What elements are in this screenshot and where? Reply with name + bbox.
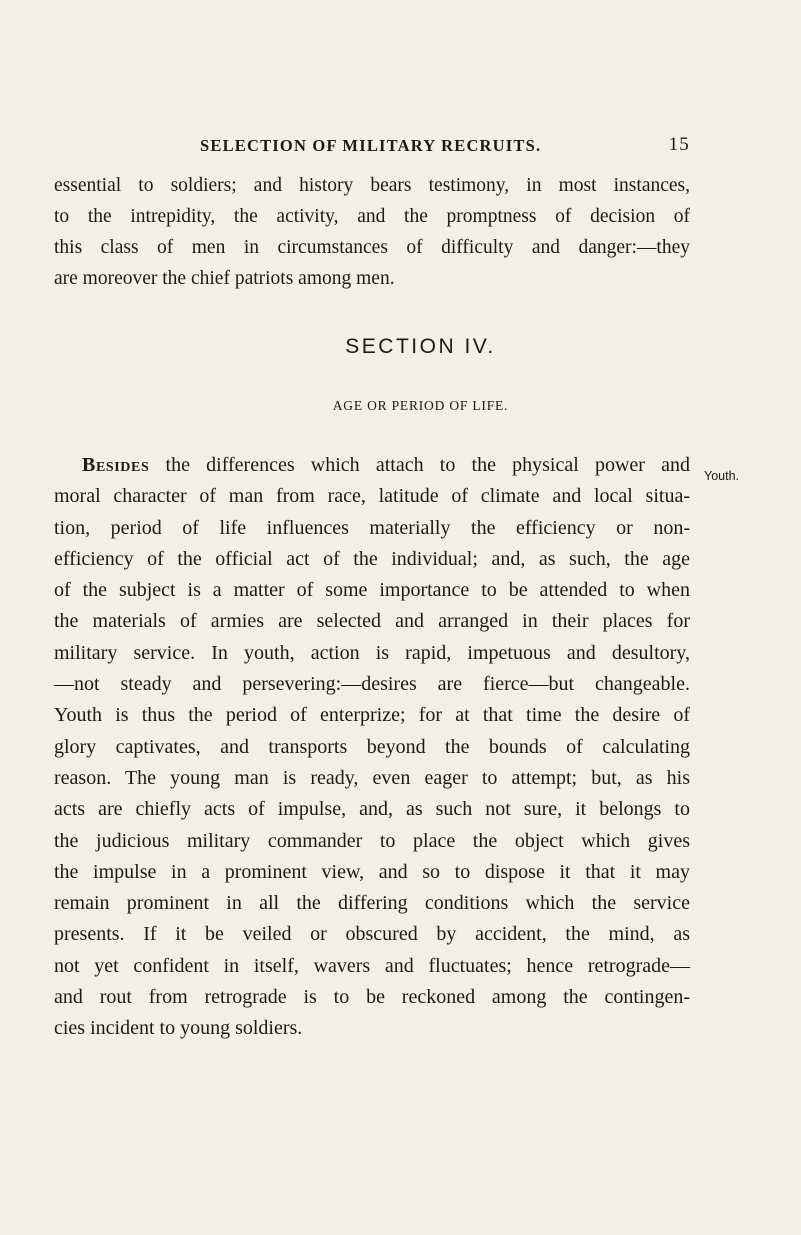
paragraph-continuation bbox=[54, 170, 690, 294]
text-line: to the intrepidity, the activity, and the promptness of decision of bbox=[54, 206, 690, 227]
text-line: presents. If it be veiled or obscured by accident, the mind, as bbox=[54, 923, 690, 946]
text-line: glory captivates, and transports beyond the bounds of calculating bbox=[54, 735, 690, 758]
first-line-rest: the differences which attach to the physical power and bbox=[149, 454, 690, 476]
text-line: and rout from retrograde is to be reckoned among the contingen- bbox=[54, 986, 690, 1009]
text-line: this class of men in circumstances of difficulty and danger:—they bbox=[54, 237, 690, 258]
text-line: acts are chiefly acts of impulse, and, as such not sure, it belongs to bbox=[54, 798, 690, 821]
paragraph-youth bbox=[54, 450, 690, 1045]
text-line: Youth is thus the period of enterprize; for at that time the desire of bbox=[54, 704, 690, 727]
text-line: reason. The young man is ready, even eager to attempt; but, as his bbox=[54, 766, 690, 789]
text-line: the impulse in a prominent view, and so to dispose it that it may bbox=[54, 860, 690, 883]
running-head-title: SELECTION OF MILITARY RECRUITS. bbox=[200, 136, 542, 155]
text-line: essential to soldiers; and history bears testimony, in most instances, bbox=[54, 175, 690, 196]
text-line: the materials of armies are selected and arranged in their places for bbox=[54, 610, 690, 633]
page-number: 15 bbox=[668, 134, 690, 155]
text-line-first bbox=[54, 450, 690, 481]
text-line: cies incident to young soldiers. bbox=[54, 1017, 303, 1040]
text-line: are moreover the chief patriots among men. bbox=[54, 268, 395, 289]
text-line: not yet confident in itself, wavers and fluctuates; hence retrograde— bbox=[54, 954, 690, 977]
text-line: remain prominent in all the differing conditions which the service bbox=[54, 892, 690, 915]
margin-note: Youth. bbox=[704, 469, 739, 483]
text-line: —not steady and persevering:—desires are fierce—but changeable. bbox=[54, 673, 690, 696]
text-line: tion, period of life influences materially the efficiency or non- bbox=[54, 516, 690, 539]
text-line: of the subject is a matter of some importance to be attended to when bbox=[54, 579, 690, 602]
text-line: efficiency of the official act of the individual; and, as such, the age bbox=[54, 547, 690, 570]
text-line: military service. In youth, action is rapid, impetuous and desultory, bbox=[54, 641, 690, 664]
text-line: the judicious military commander to place the object which gives bbox=[54, 829, 690, 852]
section-subheading: AGE OR PERIOD OF LIFE. bbox=[332, 398, 509, 413]
section-heading: SECTION IV. bbox=[345, 335, 496, 358]
lead-word: Besides bbox=[82, 454, 150, 476]
text-line: moral character of man from race, latitude of climate and local situa- bbox=[54, 485, 690, 508]
